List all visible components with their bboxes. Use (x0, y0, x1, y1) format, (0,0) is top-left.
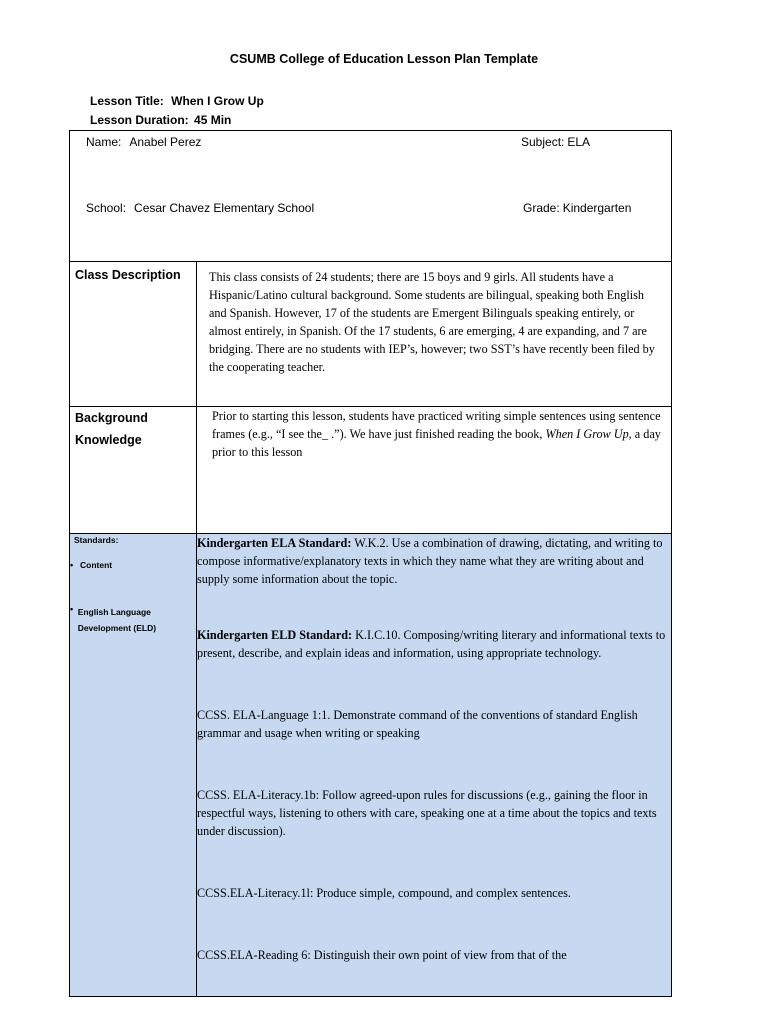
class-description-text: This class consists of 24 students; there are 15 boys and 9 girls. All students have a Hispanic/Latino cultural background. Some students are bilingual, speaking both English and Spanish. However, 17 of the students are Emergent Bilinguals speaking entirely, or almost entirely, in Spanish. Of the 17 students, 6 are emerging, 4 are expanding, and 7 are bridging. There are no students with IEP’s, however; two SST’s have recently been filed by the cooperating teacher. (209, 270, 655, 374)
school-label: School: (86, 201, 127, 215)
background-knowledge-row (70, 407, 672, 534)
bullet-eld-label: English Language Development (ELD) (77, 607, 157, 633)
school-field (86, 201, 314, 215)
lesson-title-line (90, 94, 264, 108)
lesson-title-value: When I Grow Up (171, 94, 264, 108)
ccss-language-standard: CCSS. ELA-Language 1:1. Demonstrate command of the conventions of standard English grammar and usage when writing or speaking (197, 708, 638, 740)
lesson-title-label: Lesson Title: (90, 94, 164, 108)
document-title: CSUMB College of Education Lesson Plan Template (229, 52, 539, 66)
subject-value: ELA (567, 135, 591, 149)
lesson-duration-line (90, 113, 231, 127)
header-row (70, 131, 672, 262)
subject-label: Subject: (521, 135, 565, 149)
grade-label: Grade: (523, 201, 560, 215)
school-value: Cesar Chavez Elementary School (134, 201, 315, 215)
ccss-literacy-1l-standard: CCSS.ELA-Literacy.1l: Produce simple, compound, and complex sentences. (197, 886, 571, 900)
lesson-duration-label: Lesson Duration: (90, 113, 189, 127)
standards-row (70, 534, 672, 997)
bullet-icon: • (70, 604, 74, 614)
ela-standard-text: W.K.2. Use a combination of drawing, dictating, and writing to compose informative/explanatory texts in which they name what they are writing about and supply some information about the topic. (197, 536, 663, 586)
ccss-reading-6-standard: CCSS.ELA-Reading 6: Distinguish their own point of view from that of the (197, 948, 567, 962)
grade-value: Kindergarten (562, 201, 632, 215)
class-description-row (70, 262, 672, 407)
bullet-icon: • (70, 560, 74, 570)
lesson-duration-value: 45 Min (194, 113, 232, 127)
background-text-after: a day prior to this lesson (212, 427, 661, 459)
class-description-label: Class Description (75, 268, 181, 282)
name-label: Name: (86, 135, 122, 149)
background-knowledge-text (197, 407, 671, 465)
background-text-before: Prior to starting this lesson, students have practiced writing simple sentences using sentence frames (e.g., “I see the_ .”). We have just finished reading the book, (212, 409, 661, 441)
standards-label: Standards: (74, 535, 119, 545)
bullet-content-label: Content (80, 560, 113, 570)
name-value: Anabel Perez (129, 135, 202, 149)
subject-field (521, 135, 590, 149)
standards-bullet-content (70, 560, 196, 571)
standards-label-cell (70, 534, 197, 997)
background-knowledge-content-cell (197, 407, 672, 534)
eld-standard-label: Kindergarten ELD Standard: (197, 628, 353, 642)
standards-bullet-eld (70, 604, 196, 636)
book-title: When I Grow Up, (545, 427, 632, 441)
teacher-info-cell (70, 131, 672, 262)
lesson-plan-table (69, 130, 672, 997)
ela-standard (197, 534, 671, 588)
ela-standard-label: Kindergarten ELA Standard: (197, 536, 352, 550)
class-description-content-cell (197, 262, 672, 407)
background-knowledge-label-cell (70, 407, 197, 534)
grade-field (523, 201, 631, 215)
class-description-label-cell (70, 262, 197, 407)
eld-standard (197, 626, 671, 662)
background-knowledge-label: Background Knowledge (75, 411, 148, 447)
name-field (86, 135, 201, 149)
eld-standard-text: K.I.C.10. Composing/writing literary and informational texts to present, describe, and explain ideas and information, using appropriate technology. (197, 628, 666, 660)
standards-content-cell (197, 534, 672, 997)
ccss-literacy-1b-standard: CCSS. ELA-Literacy.1b: Follow agreed-upon rules for discussions (e.g., gaining the floor in respectful ways, listening to others with care, speaking one at a time about the topics and texts under discussion). (197, 788, 657, 838)
